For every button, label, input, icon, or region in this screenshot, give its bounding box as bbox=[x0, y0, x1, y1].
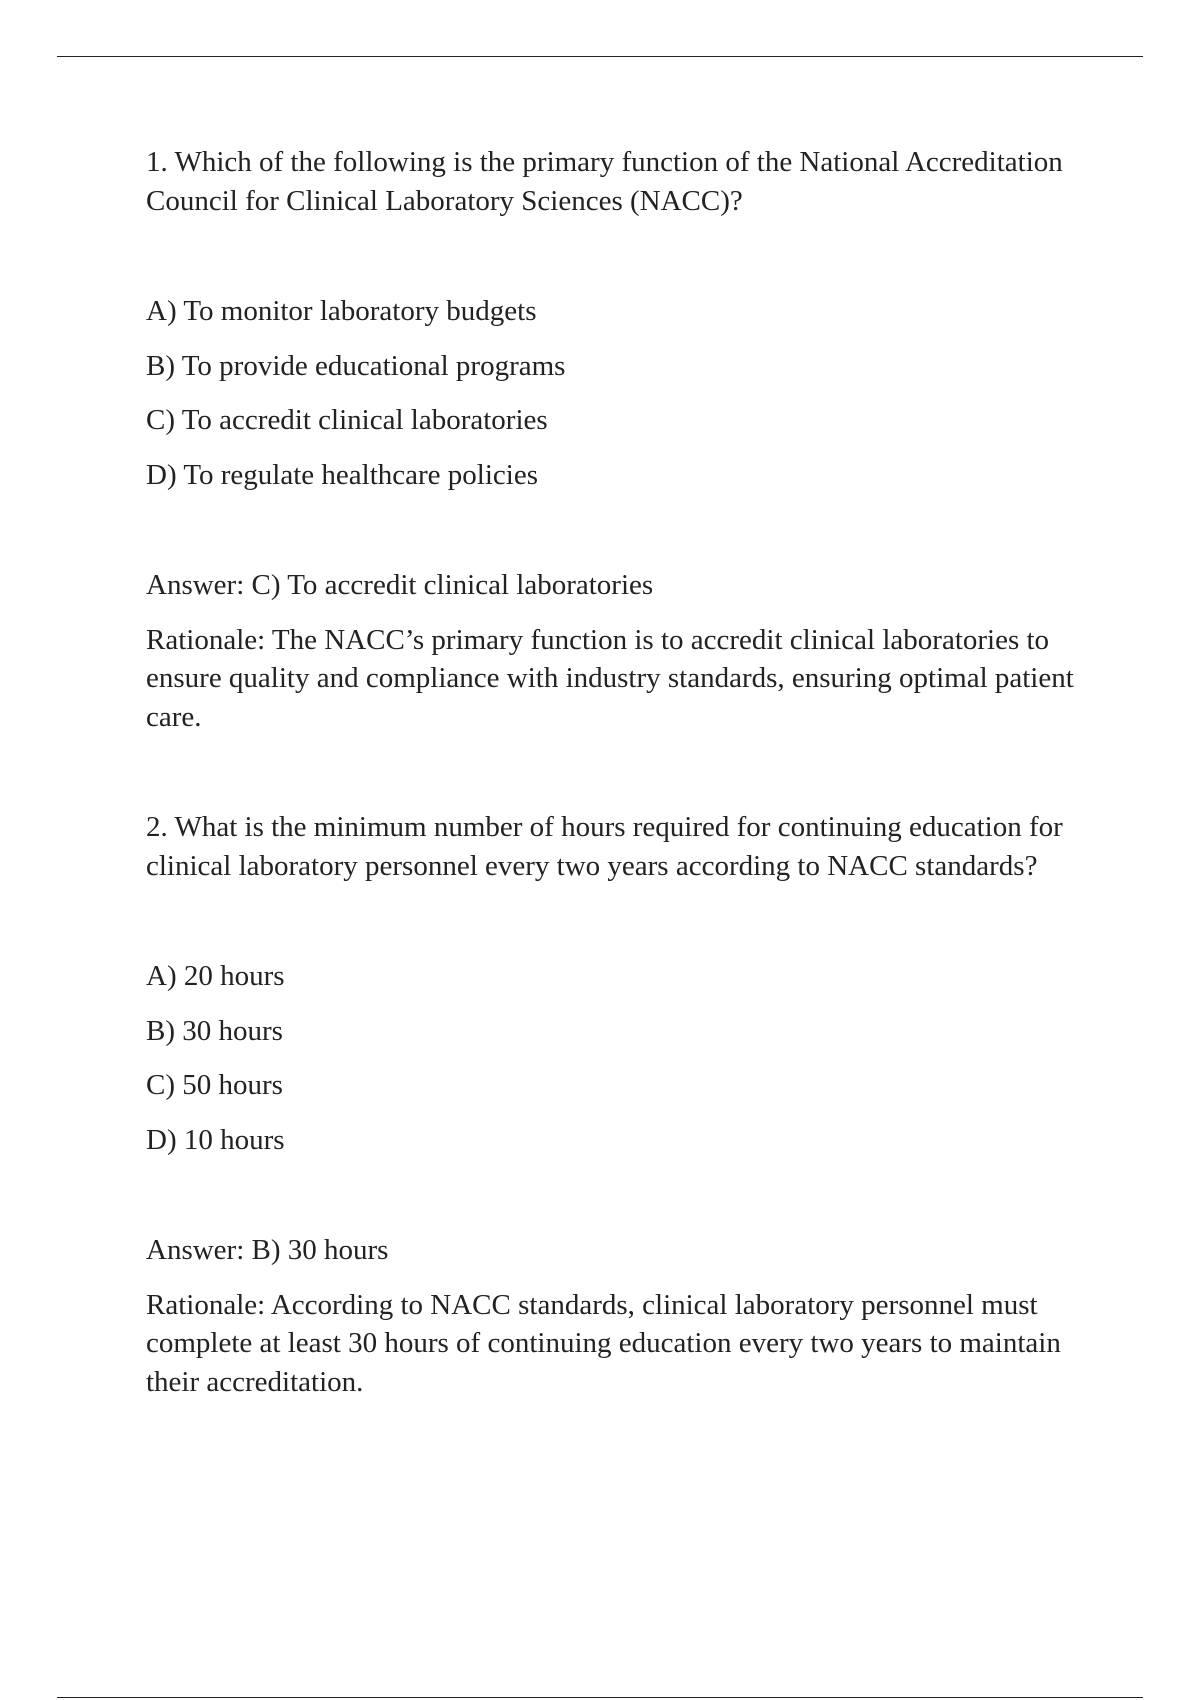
question-1-option-b: B) To provide educational programs bbox=[146, 349, 566, 382]
question-block-1 bbox=[146, 143, 1086, 736]
question-1-answer-block bbox=[146, 566, 1086, 736]
question-2-text: 2. What is the minimum number of hours required for continuing education for clinical laboratory personnel every two years according to NACC standards? bbox=[146, 811, 1063, 882]
bottom-rule bbox=[57, 1697, 1143, 1698]
question-1-option-c: C) To accredit clinical laboratories bbox=[146, 404, 548, 436]
top-rule bbox=[57, 56, 1143, 57]
question-2-option-c: C) 50 hours bbox=[146, 1069, 283, 1101]
question-2-answer-block bbox=[146, 1231, 1086, 1401]
question-1-options bbox=[146, 292, 1086, 494]
question-1-option-d: D) To regulate healthcare policies bbox=[146, 458, 538, 491]
question-1-rationale: Rationale: The NACC’s primary function is to accredit clinical laboratories to ensure quality and compliance with industry standards, ensuring optimal patient care. bbox=[146, 623, 1074, 733]
question-2-option-d: D) 10 hours bbox=[146, 1123, 285, 1156]
question-2-option-b: B) 30 hours bbox=[146, 1014, 283, 1047]
question-1-option-a: A) To monitor laboratory budgets bbox=[146, 295, 537, 327]
question-1-answer: Answer: C) To accredit clinical laboratories bbox=[146, 569, 654, 601]
page-content bbox=[146, 143, 1086, 1401]
question-2-answer: Answer: B) 30 hours bbox=[146, 1234, 389, 1266]
question-2-options bbox=[146, 957, 1086, 1159]
question-2-rationale: Rationale: According to NACC standards, clinical laboratory personnel must complete at least 30 hours of continuing education every two years to maintain their accreditation. bbox=[146, 1288, 1061, 1398]
question-block-2 bbox=[146, 808, 1086, 1401]
question-2-option-a: A) 20 hours bbox=[146, 960, 285, 992]
question-1-text: 1. Which of the following is the primary function of the National Accreditation Council for Clinical Laboratory Sciences (NACC)? bbox=[146, 146, 1063, 217]
